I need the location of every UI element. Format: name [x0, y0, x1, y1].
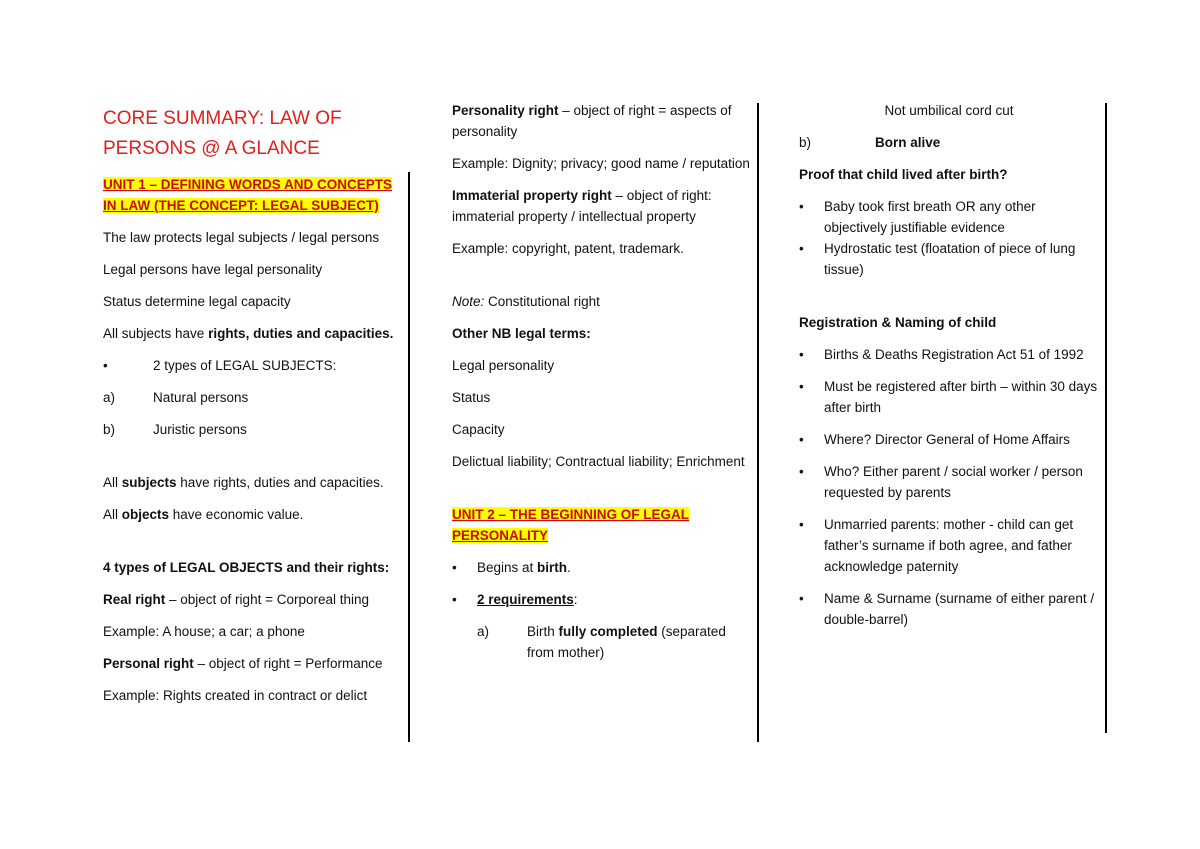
- bold-run: birth: [537, 560, 568, 575]
- text-run: All: [103, 475, 122, 490]
- term-item: Status: [452, 390, 491, 405]
- text-line: [103, 589, 403, 610]
- bullet-icon: •: [103, 358, 108, 373]
- term-item: Delictual liability; Contractual liability; Enrichment: [452, 454, 745, 469]
- term-item: Capacity: [452, 422, 505, 437]
- bullet-text: Name & Surname (surname of either parent / double-barrel): [824, 591, 1095, 627]
- bullet-icon: •: [799, 199, 804, 214]
- column-divider-2: [757, 103, 759, 742]
- bullet-icon: •: [799, 347, 804, 362]
- list-text: [527, 621, 750, 663]
- bullet-text: Births & Deaths Registration Act 51 of 1992: [824, 347, 1084, 362]
- bullet-icon: •: [799, 432, 804, 447]
- bold-run: 2 requirements: [477, 592, 574, 607]
- list-text: Natural persons: [153, 390, 249, 405]
- bullet-icon: •: [452, 560, 457, 575]
- text-run: have rights, duties and capacities.: [176, 475, 384, 490]
- text-line: The law protects legal subjects / legal persons: [103, 230, 380, 245]
- text-run: have economic value.: [169, 507, 304, 522]
- bullet-item: [799, 238, 1099, 280]
- bullet-text: Baby took first breath OR any other objectively justifiable evidence: [824, 199, 1036, 235]
- text-run: Begins at: [477, 560, 538, 575]
- registration-heading: [799, 312, 1099, 333]
- text-run: All subjects have: [103, 326, 209, 341]
- text-run: – object of right: immaterial property / intellectual property: [452, 188, 712, 224]
- text-line: [452, 185, 750, 227]
- bullet-item: [799, 429, 1099, 450]
- bold-run: Personal right: [103, 656, 194, 671]
- column-3: [799, 100, 1099, 641]
- bullet-icon: •: [799, 379, 804, 394]
- bullet-item: [799, 514, 1099, 577]
- text-line: Example: Dignity; privacy; good name / reputation: [452, 156, 750, 171]
- bullet-icon: •: [799, 517, 804, 532]
- bold-run: 4 types of LEGAL OBJECTS and their rights:: [103, 560, 390, 575]
- list-marker: b): [103, 422, 116, 437]
- bullet-text: Who? Either parent / social worker / person requested by parents: [824, 464, 1083, 500]
- column-divider-1: [408, 172, 410, 742]
- text-run: All: [103, 507, 122, 522]
- unit-2-heading: UNIT 2 – THE BEGINNING OF LEGAL PERSONALITY: [452, 507, 690, 543]
- italic-run: Note:: [452, 294, 485, 309]
- text-line: Example: Rights created in contract or delict: [103, 688, 368, 703]
- text-line: [452, 100, 750, 142]
- text-run: .: [567, 560, 571, 575]
- list-item: [452, 621, 750, 663]
- bullet-text: [477, 557, 750, 578]
- bullet-item: [799, 196, 1099, 238]
- bullet-text: Unmarried parents: mother - child can get father’s surname if both agree, and father acknowledge paternity: [824, 517, 1074, 574]
- text-run: Constitutional right: [484, 294, 600, 309]
- column-divider-3: [1105, 103, 1107, 733]
- list-item: [103, 419, 403, 440]
- text-run: – object of right = Performance: [193, 656, 383, 671]
- bullet-icon: •: [799, 464, 804, 479]
- bold-run: subjects: [121, 475, 177, 490]
- bold-run: Real right: [103, 592, 166, 607]
- bold-run: Other NB legal terms:: [452, 326, 591, 341]
- bullet-icon: •: [799, 591, 804, 606]
- bold-run: Proof that child lived after birth?: [799, 167, 1008, 182]
- bullet-text: [477, 589, 750, 610]
- proof-heading: [799, 164, 1099, 185]
- list-item: [799, 132, 1099, 153]
- unit-1-heading: UNIT 1 – DEFINING WORDS AND CONCEPTS IN LAW (THE CONCEPT: LEGAL SUBJECT): [103, 177, 393, 213]
- text-run: – object of right = Corporeal thing: [165, 592, 370, 607]
- bold-run: Registration & Naming of child: [799, 315, 997, 330]
- list-text: Born alive: [875, 135, 941, 150]
- list-text: Juristic persons: [153, 422, 247, 437]
- bullet-text: Where? Director General of Home Affairs: [824, 432, 1070, 447]
- list-marker: b): [799, 135, 812, 150]
- unit-1-heading-wrap: [103, 174, 403, 216]
- text-line: Example: copyright, patent, trademark.: [452, 241, 684, 256]
- bullet-item: [103, 355, 403, 376]
- unit-2-heading-wrap: [452, 504, 750, 546]
- bullet-item: [452, 589, 750, 610]
- text-line: [103, 472, 403, 493]
- bold-run: rights, duties and capacities.: [208, 326, 394, 341]
- column-2: [452, 100, 750, 674]
- text-run: :: [573, 592, 578, 607]
- bold-run: fully completed: [558, 624, 658, 639]
- page-title: CORE SUMMARY: LAW OF PERSONS @ A GLANCE: [103, 108, 342, 159]
- bullet-icon: •: [799, 241, 804, 256]
- text-line: Legal persons have legal personality: [103, 262, 323, 277]
- bullet-text: Hydrostatic test (floatation of piece of lung tissue): [824, 241, 1076, 277]
- text-run: Birth: [527, 624, 559, 639]
- text-line: [103, 323, 403, 344]
- term-item: Legal personality: [452, 358, 555, 373]
- list-item: [103, 387, 403, 408]
- bullet-item: [799, 461, 1099, 503]
- bold-run: objects: [121, 507, 170, 522]
- bullet-icon: •: [452, 592, 457, 607]
- list-marker: a): [103, 390, 116, 405]
- text-line: Not umbilical cord cut: [884, 103, 1014, 118]
- column-1: [103, 100, 403, 717]
- bullet-item: [799, 376, 1099, 418]
- text-run: (separated from mother): [527, 624, 726, 660]
- bullet-item: [799, 588, 1099, 630]
- bullet-text: 2 types of LEGAL SUBJECTS:: [153, 358, 337, 373]
- text-line: Status determine legal capacity: [103, 294, 291, 309]
- objects-heading: [103, 557, 403, 578]
- bold-run: Immaterial property right: [452, 188, 612, 203]
- bold-run: Personality right: [452, 103, 559, 118]
- nb-heading: [452, 323, 750, 344]
- text-line: [452, 291, 750, 312]
- text-line: [103, 504, 403, 525]
- text-line: [103, 653, 403, 674]
- text-run: – object of right = aspects of personality: [452, 103, 732, 139]
- bullet-item: [452, 557, 750, 578]
- list-marker: a): [477, 624, 490, 639]
- bullet-text: Must be registered after birth – within 30 days after birth: [824, 379, 1098, 415]
- text-line: Example: A house; a car; a phone: [103, 624, 305, 639]
- bullet-item: [799, 344, 1099, 365]
